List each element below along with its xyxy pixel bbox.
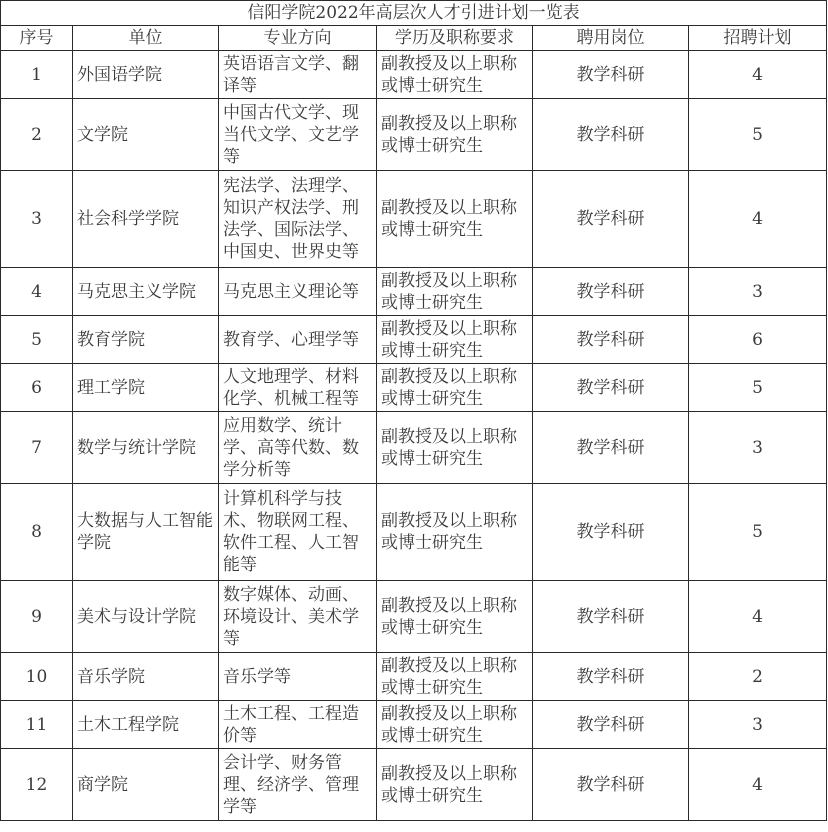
row-plan-cell [689,171,827,268]
table-row [1,581,827,653]
row-major: 人文地理学、材料化学、机械工程等 [223,366,359,409]
row-post: 教学科研 [576,209,645,229]
row-plan: 4 [752,209,763,229]
row-plan: 5 [752,522,763,542]
title-row [1,1,827,26]
row-major-cell [219,653,377,701]
row-requirement: 副教授及以上职称或博士研究生 [381,655,517,698]
row-requirement-cell [377,268,533,316]
row-post-cell [533,316,689,364]
row-post: 教学科研 [576,666,645,687]
row-post-cell [533,51,689,99]
row-plan: 2 [752,666,763,687]
row-plan-cell [689,749,827,821]
row-post: 教学科研 [576,437,645,458]
row-number-cell [1,316,73,364]
row-unit: 土木工程学院 [77,714,179,735]
row-post-cell [533,268,689,316]
row-post-cell [533,364,689,412]
table-row [1,268,827,316]
row-requirement: 副教授及以上职称或博士研究生 [381,763,517,806]
row-major: 土木工程、工程造价等 [223,703,359,746]
row-requirement: 副教授及以上职称或博士研究生 [381,270,517,313]
table-row [1,99,827,171]
row-requirement: 副教授及以上职称或博士研究生 [381,426,517,469]
row-number-cell [1,484,73,581]
row-number-cell [1,653,73,701]
row-number: 6 [31,377,42,398]
row-major-cell [219,364,377,412]
header-major: 专业方向 [219,26,377,51]
row-number: 10 [25,666,48,687]
row-unit: 马克思主义学院 [77,281,196,302]
row-major: 音乐学等 [223,666,291,687]
row-number-cell [1,749,73,821]
row-major-cell [219,51,377,99]
row-number: 8 [31,522,42,542]
row-major: 会计学、财务管理、经济学、管理学等 [223,752,359,817]
row-major-cell [219,701,377,749]
header-row [1,26,827,51]
row-requirement: 副教授及以上职称或博士研究生 [381,703,517,746]
row-post-cell [533,653,689,701]
row-post: 教学科研 [576,329,645,350]
row-requirement: 副教授及以上职称或博士研究生 [381,198,517,240]
table-row [1,749,827,821]
row-requirement-cell [377,99,533,171]
row-major: 应用数学、统计学、高等代数、数学分析等 [223,415,359,480]
row-post-cell [533,484,689,581]
row-plan: 3 [752,281,763,302]
row-requirement-cell [377,364,533,412]
row-unit-cell [73,581,219,653]
header-unit: 单位 [73,26,219,51]
row-major-cell [219,316,377,364]
row-unit: 文学院 [77,124,128,145]
table-row [1,51,827,99]
row-requirement-cell [377,51,533,99]
row-unit-cell [73,749,219,821]
row-plan: 3 [752,714,763,735]
row-plan-cell [689,364,827,412]
row-plan-cell [689,653,827,701]
row-number-cell [1,51,73,99]
row-major: 教育学、心理学等 [223,329,359,350]
row-requirement: 副教授及以上职称或博士研究生 [381,53,517,96]
row-major: 计算机科学与技术、物联网工程、软件工程、人工智能等 [223,489,359,575]
row-unit-cell [73,484,219,581]
row-number-cell [1,581,73,653]
row-requirement-cell [377,412,533,484]
table-row [1,364,827,412]
row-plan: 6 [752,329,763,350]
row-unit: 大数据与人工智能学院 [77,511,213,553]
table-title: 信阳学院2022年高层次人才引进计划一览表 [1,1,827,26]
table-row [1,316,827,364]
row-post: 教学科研 [576,522,645,542]
row-requirement: 副教授及以上职称或博士研究生 [381,366,517,409]
row-requirement-cell [377,749,533,821]
row-major-cell [219,99,377,171]
row-number: 9 [31,606,42,627]
row-unit-cell [73,653,219,701]
table-row [1,171,827,268]
table-row [1,412,827,484]
row-major: 中国古代文学、现当代文学、文艺学等 [223,102,359,167]
row-number-cell [1,268,73,316]
row-plan-cell [689,316,827,364]
row-post: 教学科研 [576,714,645,735]
row-number-cell [1,701,73,749]
row-major: 英语语言文学、翻译等 [223,53,359,96]
row-unit-cell [73,268,219,316]
row-post-cell [533,749,689,821]
table-row [1,701,827,749]
row-unit-cell [73,412,219,484]
row-post-cell [533,412,689,484]
row-requirement-cell [377,581,533,653]
row-post: 教学科研 [576,606,645,627]
header-plan: 招聘计划 [689,26,827,51]
row-plan-cell [689,268,827,316]
row-number: 11 [25,714,48,735]
row-post: 教学科研 [576,774,645,795]
header-requirement: 学历及职称要求 [377,26,533,51]
row-requirement-cell [377,316,533,364]
row-unit: 音乐学院 [77,666,145,687]
row-plan: 3 [752,437,763,458]
row-unit-cell [73,171,219,268]
row-post: 教学科研 [576,64,645,85]
row-plan-cell [689,412,827,484]
header-post: 聘用岗位 [533,26,689,51]
row-major: 马克思主义理论等 [223,281,359,302]
row-requirement-cell [377,701,533,749]
row-plan: 4 [752,774,763,795]
row-unit-cell [73,701,219,749]
row-number-cell [1,412,73,484]
row-unit-cell [73,99,219,171]
row-plan-cell [689,581,827,653]
row-requirement: 副教授及以上职称或博士研究生 [381,113,517,156]
row-major: 数字媒体、动画、环境设计、美术学等 [223,584,359,649]
row-number: 5 [31,329,42,350]
row-number: 4 [31,281,42,302]
row-major-cell [219,749,377,821]
row-requirement: 副教授及以上职称或博士研究生 [381,595,517,638]
row-unit: 数学与统计学院 [77,437,196,458]
row-major-cell [219,171,377,268]
row-requirement-cell [377,171,533,268]
row-post: 教学科研 [576,281,645,302]
row-requirement: 副教授及以上职称或博士研究生 [381,511,517,553]
row-number: 7 [31,437,42,458]
row-number: 2 [31,124,42,145]
row-number-cell [1,99,73,171]
row-number-cell [1,171,73,268]
table-body [1,51,827,821]
row-post-cell [533,171,689,268]
row-plan: 5 [752,124,763,145]
row-major-cell [219,581,377,653]
row-number: 1 [31,64,42,85]
row-unit: 教育学院 [77,329,145,350]
row-post-cell [533,701,689,749]
row-requirement: 副教授及以上职称或博士研究生 [381,318,517,361]
row-plan: 4 [752,606,763,627]
row-number: 3 [31,209,42,229]
row-number: 12 [25,774,48,795]
row-unit-cell [73,364,219,412]
row-requirement-cell [377,484,533,581]
table-row [1,653,827,701]
row-post: 教学科研 [576,124,645,145]
row-unit-cell [73,51,219,99]
row-unit: 商学院 [77,774,128,795]
row-post: 教学科研 [576,377,645,398]
header-no: 序号 [1,26,73,51]
row-post-cell [533,581,689,653]
row-major-cell [219,412,377,484]
row-plan-cell [689,51,827,99]
row-plan-cell [689,701,827,749]
row-number-cell [1,364,73,412]
row-major-cell [219,268,377,316]
row-plan: 5 [752,377,763,398]
row-unit: 外国语学院 [77,64,162,85]
row-major: 宪法学、法理学、知识产权法学、刑法学、国际法学、中国史、世界史等 [223,176,359,262]
row-plan: 4 [752,64,763,85]
row-unit-cell [73,316,219,364]
table-row [1,484,827,581]
row-major-cell [219,484,377,581]
row-plan-cell [689,99,827,171]
row-post-cell [533,99,689,171]
row-requirement-cell [377,653,533,701]
row-unit: 美术与设计学院 [77,606,196,627]
row-plan-cell [689,484,827,581]
row-unit: 社会科学学院 [77,209,179,229]
row-unit: 理工学院 [77,377,145,398]
